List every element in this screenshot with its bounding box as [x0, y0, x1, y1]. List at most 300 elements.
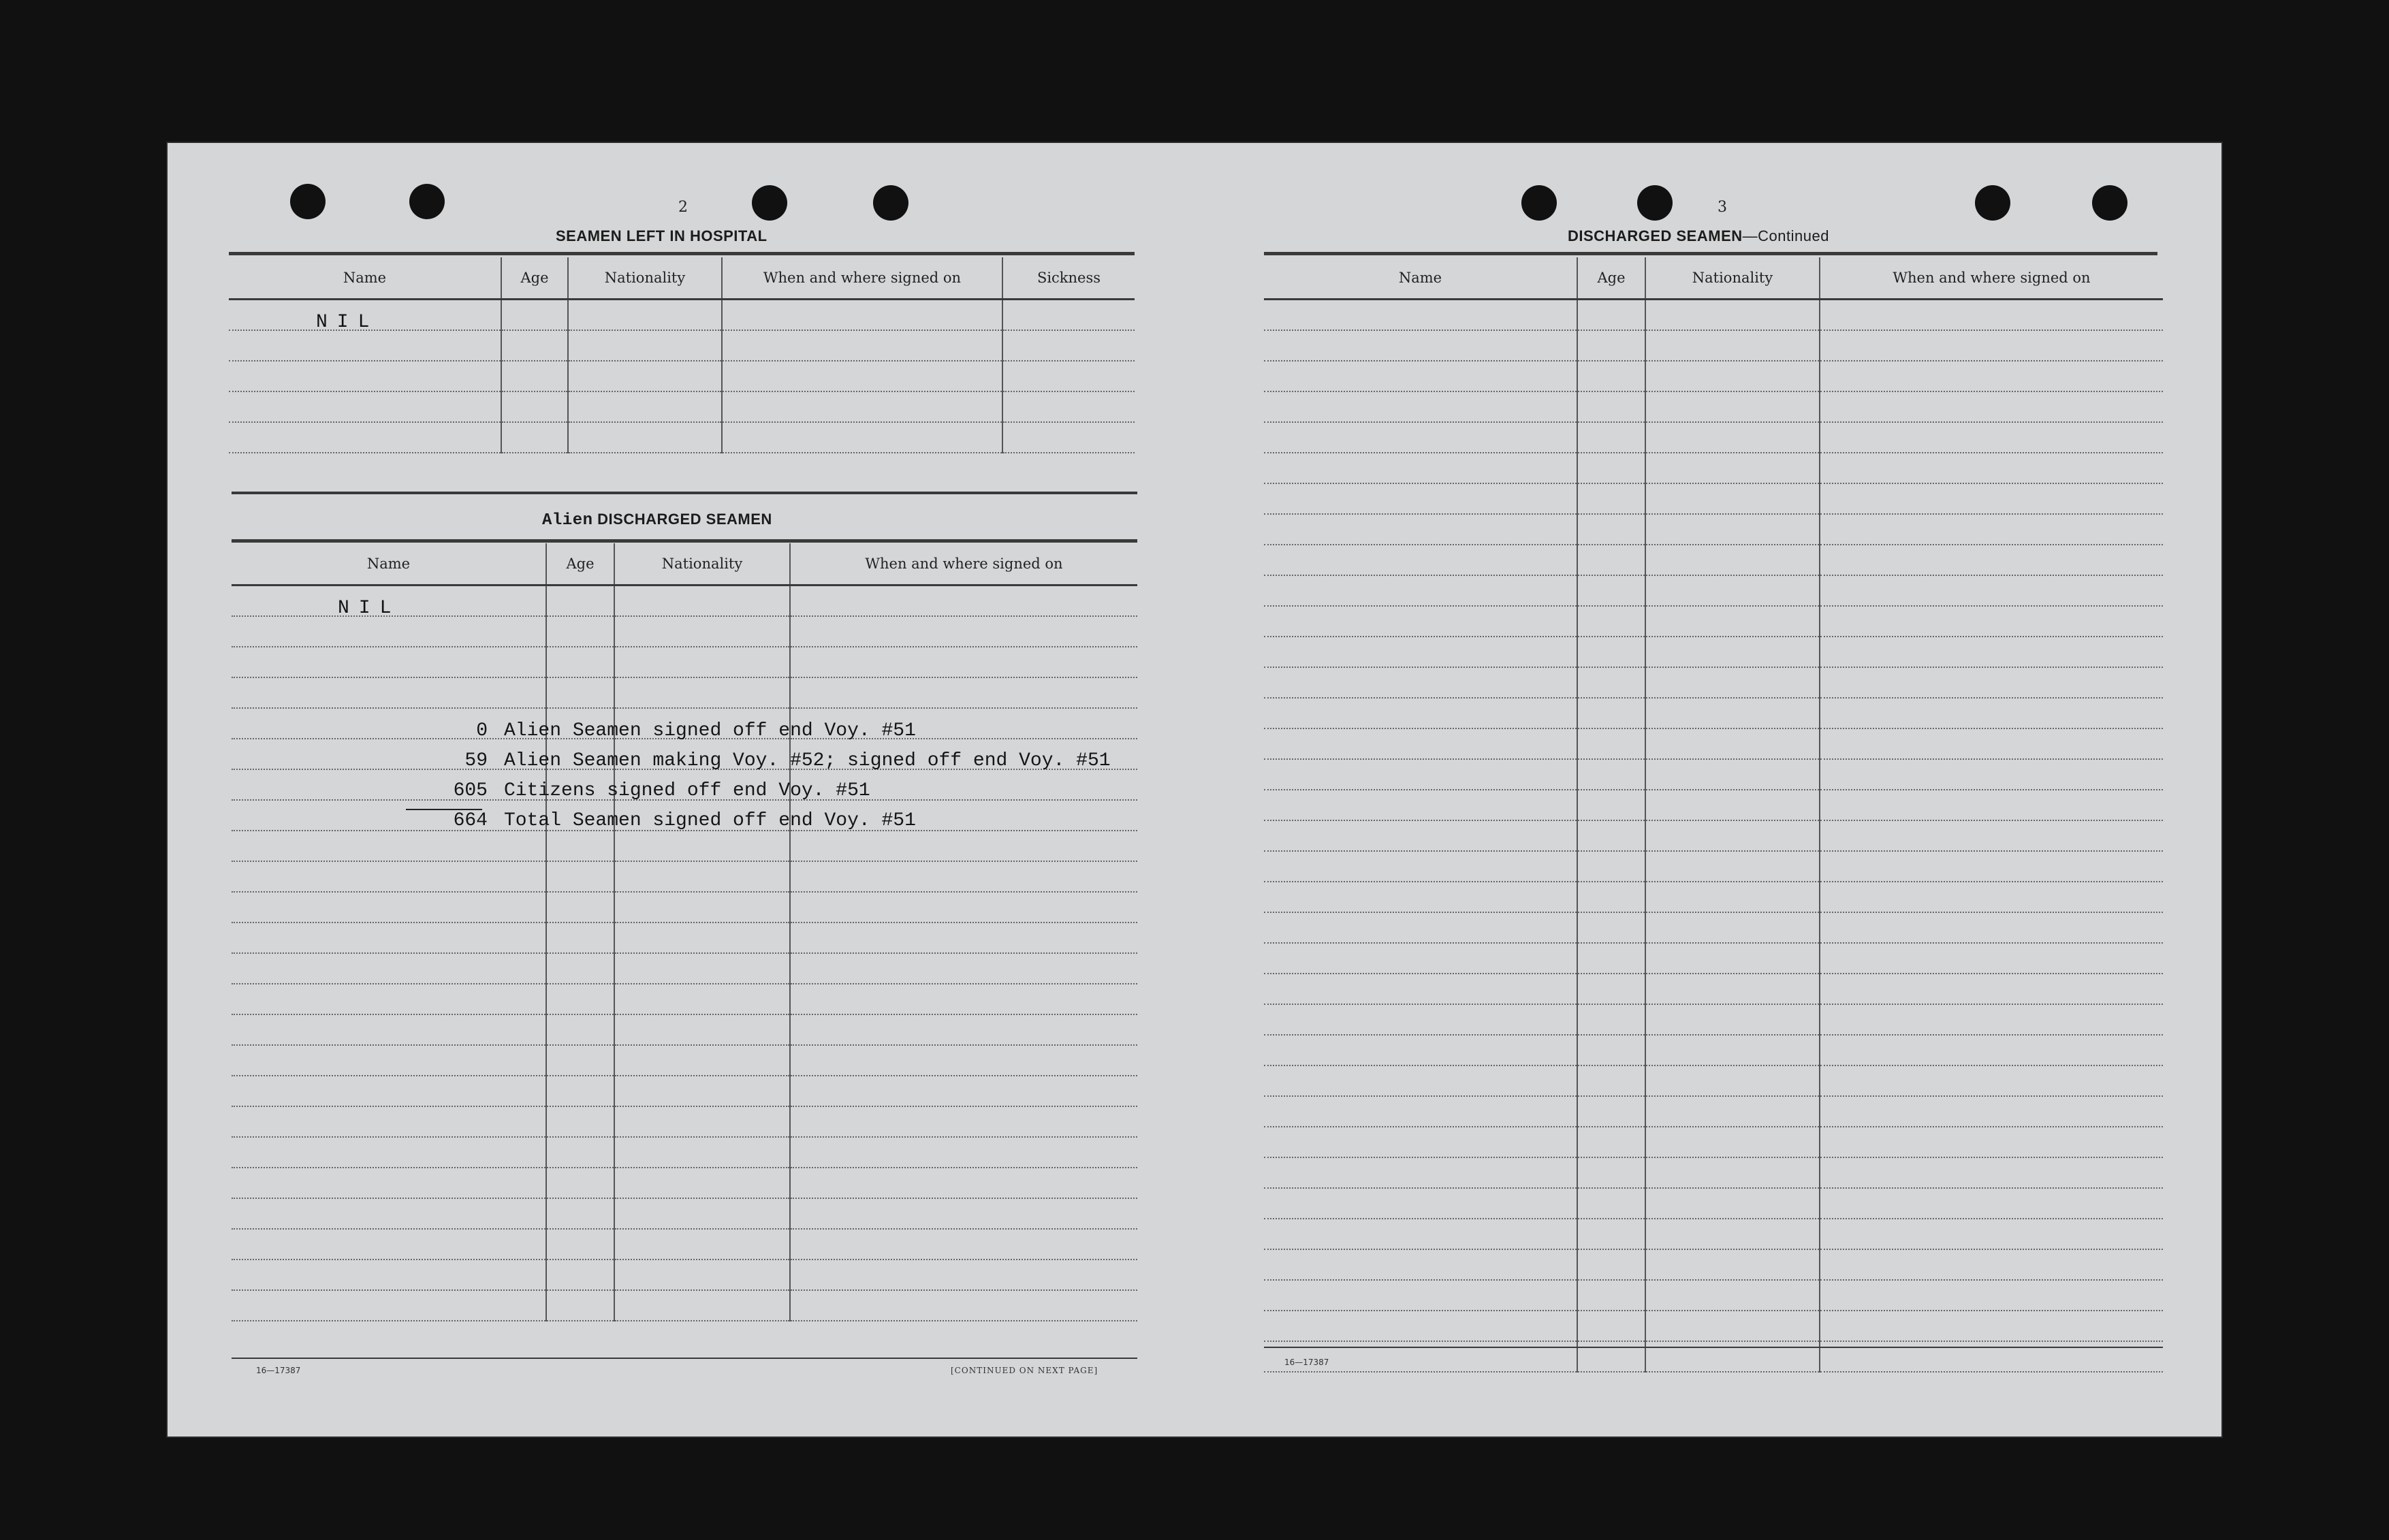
punch-hole — [290, 184, 326, 219]
table-cell — [229, 330, 501, 361]
column-header-name: Name — [232, 543, 546, 585]
table-cell — [232, 892, 546, 923]
table-cell — [1577, 330, 1645, 361]
table-row — [1264, 575, 2163, 606]
table-cell — [1264, 667, 1577, 698]
table-row — [229, 422, 1135, 453]
table-cell — [790, 892, 1137, 923]
alien-table — [232, 543, 1137, 1321]
table-cell — [1264, 606, 1577, 637]
table-cell — [790, 1198, 1137, 1229]
table-cell — [722, 361, 1002, 391]
table-cell — [1264, 514, 1577, 545]
table-cell — [1577, 1341, 1645, 1372]
table-cell — [790, 1290, 1137, 1321]
table-cell — [1577, 912, 1645, 943]
table-row — [232, 1076, 1137, 1106]
table-cell — [790, 923, 1137, 953]
table-cell — [1264, 882, 1577, 912]
table-cell — [1264, 545, 1577, 575]
table-row — [1264, 851, 2163, 882]
table-cell — [1002, 422, 1135, 453]
table-cell — [1645, 1219, 1820, 1249]
table-cell — [1264, 943, 1577, 974]
table-cell — [1820, 974, 2163, 1004]
table-cell — [546, 953, 614, 984]
table-row — [1264, 545, 2163, 575]
form-code: 16—17387 — [1284, 1358, 1329, 1367]
table-cell — [1645, 1127, 1820, 1157]
table-cell — [790, 647, 1137, 677]
table-cell — [1264, 1157, 1577, 1188]
table-cell — [232, 1014, 546, 1045]
table-cell — [546, 984, 614, 1014]
table-cell — [232, 1045, 546, 1076]
table-cell — [546, 831, 614, 861]
summary-text: Alien Seamen signed off end Voy. #51 — [504, 720, 916, 741]
table-cell — [1820, 483, 2163, 514]
table-row — [229, 330, 1135, 361]
table-row — [232, 861, 1137, 892]
table-cell — [1820, 1188, 2163, 1219]
table-cell — [790, 953, 1137, 984]
table-cell — [614, 1106, 790, 1137]
column-header-signed-on: When and where signed on — [1820, 257, 2163, 300]
table-cell — [1264, 790, 1577, 820]
table-cell — [232, 1198, 546, 1229]
table-cell — [790, 1260, 1137, 1290]
table-cell — [546, 1014, 614, 1045]
table-cell — [1577, 1219, 1645, 1249]
table-row — [1264, 728, 2163, 759]
alien-printed-title: DISCHARGED SEAMEN — [597, 511, 772, 528]
table-cell — [232, 1168, 546, 1198]
table-cell — [1577, 606, 1645, 637]
punch-hole — [409, 184, 445, 219]
table-cell — [568, 391, 722, 422]
table-cell — [546, 585, 614, 617]
table-cell — [1264, 698, 1577, 728]
table-cell — [1645, 1341, 1820, 1372]
table-cell — [1820, 391, 2163, 422]
table-cell — [1645, 1188, 1820, 1219]
table-cell — [1645, 391, 1820, 422]
table-row — [232, 953, 1137, 984]
table-row — [232, 1168, 1137, 1198]
table-cell — [232, 1106, 546, 1137]
table-cell — [1577, 1127, 1645, 1157]
column-header-nationality: Nationality — [614, 543, 790, 585]
table-cell — [1820, 698, 2163, 728]
table-cell — [614, 984, 790, 1014]
table-cell — [1820, 759, 2163, 790]
table-row — [1264, 820, 2163, 851]
table-cell — [1264, 1249, 1577, 1280]
table-cell — [1645, 422, 1820, 453]
table-row — [1264, 422, 2163, 453]
table-cell — [614, 585, 790, 617]
table-cell — [614, 831, 790, 861]
table-cell — [614, 1229, 790, 1260]
table-cell — [1645, 943, 1820, 974]
alien-typed-word: Alien — [542, 511, 593, 530]
form-code: 16—17387 — [256, 1366, 301, 1375]
table-cell — [1577, 1188, 1645, 1219]
table-cell — [1264, 1127, 1577, 1157]
table-cell — [1264, 1004, 1577, 1035]
table-cell — [232, 616, 546, 647]
table-row — [1264, 759, 2163, 790]
table-cell — [232, 1260, 546, 1290]
table-cell — [1264, 1219, 1577, 1249]
table-row — [1264, 698, 2163, 728]
table-cell — [546, 1168, 614, 1198]
hospital-nil-entry: NIL — [316, 312, 379, 333]
table-cell — [1577, 1280, 1645, 1311]
table-cell — [1820, 422, 2163, 453]
table-row — [232, 1014, 1137, 1045]
table-cell — [1645, 667, 1820, 698]
table-cell — [1645, 453, 1820, 483]
table-row — [229, 391, 1135, 422]
table-cell — [790, 984, 1137, 1014]
column-header-signed-on: When and where signed on — [790, 543, 1137, 585]
table-cell — [1645, 759, 1820, 790]
table-cell — [1577, 1249, 1645, 1280]
punch-hole — [1975, 185, 2010, 221]
table-cell — [614, 1076, 790, 1106]
table-cell — [229, 391, 501, 422]
table-cell — [546, 1045, 614, 1076]
table-row — [232, 923, 1137, 953]
table-row — [232, 1137, 1137, 1168]
table-cell — [232, 953, 546, 984]
table-cell — [790, 831, 1137, 861]
table-cell — [1577, 483, 1645, 514]
table-row — [232, 831, 1137, 861]
table-row — [1264, 667, 2163, 698]
discharged-title-suffix: —Continued — [1742, 227, 1829, 244]
table-cell — [1264, 637, 1577, 667]
table-cell — [1645, 1065, 1820, 1096]
table-cell — [1645, 1096, 1820, 1127]
table-cell — [1577, 575, 1645, 606]
table-cell — [1264, 1096, 1577, 1127]
table-cell — [790, 1168, 1137, 1198]
table-row — [1264, 943, 2163, 974]
column-header-name: Name — [229, 257, 501, 300]
table-cell — [1645, 912, 1820, 943]
table-cell — [1577, 453, 1645, 483]
table-row — [1264, 361, 2163, 391]
summary-text: Total Seamen signed off end Voy. #51 — [504, 810, 916, 831]
table-cell — [614, 616, 790, 647]
continued-note: [CONTINUED ON NEXT PAGE] — [951, 1366, 1098, 1375]
table-cell — [722, 422, 1002, 453]
table-row — [1264, 790, 2163, 820]
alien-nil-entry: NIL — [338, 598, 401, 619]
table-cell — [1577, 1157, 1645, 1188]
table-cell — [546, 892, 614, 923]
table-cell — [790, 1076, 1137, 1106]
page-number: 2 — [678, 199, 688, 216]
table-cell — [1264, 974, 1577, 1004]
table-cell — [1645, 851, 1820, 882]
table-row — [1264, 330, 2163, 361]
table-cell — [1820, 1035, 2163, 1065]
table-row — [1264, 453, 2163, 483]
table-row — [1264, 1341, 2163, 1372]
table-cell — [1645, 637, 1820, 667]
table-cell — [546, 923, 614, 953]
table-cell — [614, 923, 790, 953]
table-row — [232, 1229, 1137, 1260]
table-row — [232, 984, 1137, 1014]
table-cell — [1577, 637, 1645, 667]
table-cell — [1820, 330, 2163, 361]
table-cell — [501, 391, 568, 422]
table-cell — [232, 923, 546, 953]
table-cell — [1820, 882, 2163, 912]
table-cell — [1645, 882, 1820, 912]
table-cell — [1645, 790, 1820, 820]
table-cell — [232, 1290, 546, 1321]
table-cell — [1645, 974, 1820, 1004]
table-cell — [1577, 391, 1645, 422]
table-cell — [790, 677, 1137, 708]
table-cell — [1645, 1249, 1820, 1280]
summary-text: Alien Seamen making Voy. #52; signed off end Voy. #51 — [504, 750, 1111, 771]
table-cell — [1820, 361, 2163, 391]
table-cell — [1645, 545, 1820, 575]
table-row — [1264, 974, 2163, 1004]
table-cell — [229, 422, 501, 453]
table-cell — [1577, 698, 1645, 728]
table-cell — [1264, 391, 1577, 422]
discharged-rows — [1264, 300, 2163, 1373]
table-cell — [501, 300, 568, 331]
table-cell — [614, 1045, 790, 1076]
table-cell — [1577, 882, 1645, 912]
table-row — [232, 1260, 1137, 1290]
table-row — [1264, 1127, 2163, 1157]
summary-count: 605 — [453, 780, 488, 801]
discharged-table — [1264, 257, 2163, 1373]
column-header-signed-on: When and where signed on — [722, 257, 1002, 300]
summary-text: Citizens signed off end Voy. #51 — [504, 780, 870, 801]
table-cell — [1645, 1157, 1820, 1188]
table-cell — [1264, 1280, 1577, 1311]
table-cell — [1820, 514, 2163, 545]
column-header-nationality: Nationality — [1645, 257, 1820, 300]
column-header-age: Age — [546, 543, 614, 585]
bottom-rule — [1264, 1347, 2163, 1348]
table-cell — [501, 330, 568, 361]
table-cell — [546, 1076, 614, 1106]
table-cell — [1820, 1249, 2163, 1280]
table-cell — [1577, 759, 1645, 790]
table-cell — [1645, 606, 1820, 637]
table-cell — [1264, 361, 1577, 391]
summary-line — [426, 780, 870, 801]
table-row — [1264, 483, 2163, 514]
table-cell — [1002, 300, 1135, 331]
table-cell — [1577, 1035, 1645, 1065]
table-cell — [1645, 820, 1820, 851]
punch-hole — [1637, 185, 1673, 221]
table-cell — [1264, 422, 1577, 453]
table-cell — [232, 677, 546, 708]
table-row — [1264, 1096, 2163, 1127]
page-number: 3 — [1718, 199, 1727, 216]
table-cell — [1820, 1341, 2163, 1372]
table-cell — [568, 330, 722, 361]
table-row — [232, 892, 1137, 923]
table-cell — [1577, 514, 1645, 545]
table-cell — [614, 1137, 790, 1168]
punch-hole — [752, 185, 787, 221]
table-cell — [1264, 1311, 1577, 1341]
table-cell — [1820, 1157, 2163, 1188]
table-cell — [229, 361, 501, 391]
table-cell — [1820, 820, 2163, 851]
table-row — [232, 1198, 1137, 1229]
table-cell — [1820, 728, 2163, 759]
table-cell — [1577, 1004, 1645, 1035]
table-cell — [1645, 575, 1820, 606]
punch-hole — [873, 185, 908, 221]
table-cell — [1264, 820, 1577, 851]
table-cell — [1264, 1035, 1577, 1065]
table-row — [1264, 882, 2163, 912]
summary-count: 59 — [464, 750, 488, 771]
table-cell — [1264, 912, 1577, 943]
table-cell — [1264, 483, 1577, 514]
discharged-title: DISCHARGED SEAMEN — [1568, 227, 1743, 244]
table-cell — [790, 1229, 1137, 1260]
table-row — [1264, 1249, 2163, 1280]
table-cell — [1264, 759, 1577, 790]
table-cell — [501, 422, 568, 453]
table-cell — [614, 1260, 790, 1290]
table-cell — [722, 330, 1002, 361]
column-header-name: Name — [1264, 257, 1577, 300]
table-cell — [1820, 1127, 2163, 1157]
table-cell — [614, 647, 790, 677]
table-cell — [1820, 606, 2163, 637]
table-cell — [1645, 361, 1820, 391]
table-cell — [501, 361, 568, 391]
table-cell — [1820, 943, 2163, 974]
table-row — [229, 361, 1135, 391]
table-cell — [1264, 728, 1577, 759]
summary-line — [426, 810, 916, 831]
table-row — [232, 1290, 1137, 1321]
table-cell — [1264, 1341, 1577, 1372]
summary-total: 664 — [453, 810, 488, 831]
hospital-table — [229, 257, 1135, 453]
document-sheet — [168, 143, 2221, 1437]
table-cell — [722, 300, 1002, 331]
table-row — [1264, 1157, 2163, 1188]
table-cell — [232, 984, 546, 1014]
table-cell — [1264, 330, 1577, 361]
section-rule — [229, 252, 1135, 255]
table-row — [1264, 1035, 2163, 1065]
table-cell — [614, 1198, 790, 1229]
column-header-age: Age — [501, 257, 568, 300]
table-cell — [1577, 790, 1645, 820]
table-row — [1264, 300, 2163, 331]
column-header-nationality: Nationality — [568, 257, 722, 300]
summary-line — [426, 750, 1111, 771]
table-cell — [1645, 300, 1820, 331]
table-cell — [1820, 453, 2163, 483]
table-cell — [232, 647, 546, 677]
table-row — [1264, 1004, 2163, 1035]
table-cell — [1820, 300, 2163, 331]
table-cell — [1264, 575, 1577, 606]
table-cell — [546, 1290, 614, 1321]
table-cell — [232, 1229, 546, 1260]
table-cell — [1264, 453, 1577, 483]
table-cell — [1264, 1188, 1577, 1219]
table-cell — [1577, 974, 1645, 1004]
table-cell — [546, 1137, 614, 1168]
table-row — [1264, 1065, 2163, 1096]
table-cell — [790, 1137, 1137, 1168]
table-cell — [1645, 728, 1820, 759]
table-cell — [1645, 514, 1820, 545]
table-row — [1264, 912, 2163, 943]
table-cell — [614, 1290, 790, 1321]
table-cell — [790, 1045, 1137, 1076]
table-cell — [1645, 698, 1820, 728]
table-cell — [1820, 545, 2163, 575]
punch-hole — [1521, 185, 1557, 221]
table-cell — [1645, 1004, 1820, 1035]
table-row — [1264, 1280, 2163, 1311]
table-row — [1264, 1219, 2163, 1249]
table-row — [1264, 637, 2163, 667]
table-cell — [1577, 1311, 1645, 1341]
table-cell — [1820, 637, 2163, 667]
table-row — [1264, 391, 2163, 422]
table-cell — [1820, 1311, 2163, 1341]
table-row — [232, 1106, 1137, 1137]
table-cell — [1577, 1065, 1645, 1096]
table-cell — [546, 1260, 614, 1290]
section-rule — [232, 492, 1137, 494]
table-cell — [1577, 300, 1645, 331]
table-row — [232, 677, 1137, 708]
table-cell — [546, 1106, 614, 1137]
bottom-rule — [232, 1358, 1137, 1359]
discharged-section-title — [1568, 227, 1829, 245]
table-cell — [614, 953, 790, 984]
table-cell — [568, 422, 722, 453]
table-cell — [1577, 851, 1645, 882]
table-cell — [568, 300, 722, 331]
table-cell — [546, 616, 614, 647]
table-cell — [1820, 790, 2163, 820]
table-cell — [1820, 851, 2163, 882]
table-row — [1264, 514, 2163, 545]
table-cell — [614, 861, 790, 892]
table-cell — [232, 831, 546, 861]
table-row — [232, 647, 1137, 677]
table-cell — [1002, 391, 1135, 422]
